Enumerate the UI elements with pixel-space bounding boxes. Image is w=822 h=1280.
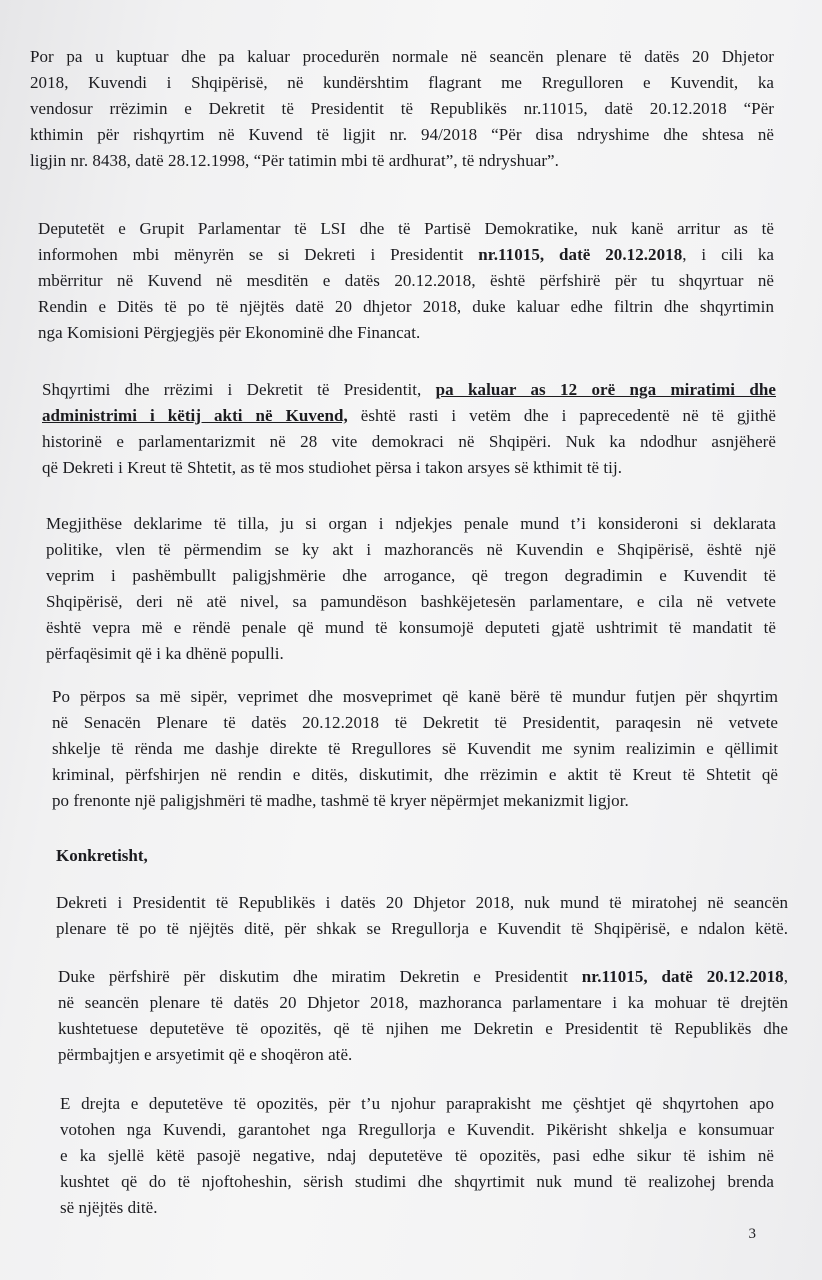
text-line: që Dekreti i Kreut të Shtetit, as të mos studiohet përsa i takon arsyes së kthimit të tij. (42, 458, 623, 477)
text-line: E drejta e deputetëve të opozitës, për t’u njohur paraprakisht me çështjet që shqyrtohen apo (60, 1094, 774, 1113)
emphasis-underlined: administrimi i këtij akti në Kuvend, (42, 406, 348, 425)
text-line: Por pa u kuptuar dhe pa kaluar procedurën normale në seancën plenare të datës 20 Dhjetor (30, 47, 774, 66)
text-line: Po përpos sa më sipër, veprimet dhe mosveprimet që kanë bërë të mundur futjen për shqyrtim (52, 687, 778, 706)
text-line: votohen nga Kuvendi, garantohet nga Rregullorja e Kuvendit. Pikërisht shkelja e konsumuar (60, 1120, 774, 1139)
text-line-mixed (38, 242, 774, 268)
text-line: në Senacën Plenare të datës 20.12.2018 të Dekretit të Presidentit, paraqesin në vetvete (52, 713, 778, 732)
text-run: Shqyrtimi dhe rrëzimi i Dekretit të Presidentit, (42, 380, 436, 399)
paragraph-8 (60, 1091, 774, 1221)
text-line: ligjin nr. 8438, datë 28.12.1998, “Për tatimin mbi të ardhurat”, të ndryshuar”. (30, 151, 559, 170)
decree-reference: nr.11015, datë 20.12.2018 (581, 967, 784, 986)
text-line: mbërritur në Kuvend në mesditën e datës 20.12.2018, është përfshirë për tu shqyrtuar në (38, 271, 774, 290)
text-line-mixed (42, 377, 776, 403)
text-line-mixed (42, 403, 776, 429)
text-run: është rasti i vetëm dhe i paprecedentë në të gjithë (347, 406, 776, 425)
text-line: kthimin për rishqyrtim në Kuvend të ligjit nr. 94/2018 “Për disa ndryshime dhe shtesa në (30, 125, 774, 144)
text-line: Shqipërisë, deri në atë nivel, sa pamundëson bashkëjetesën parlamentare, e cila në vetvete (46, 592, 776, 611)
section-heading: Konkretisht, (56, 846, 148, 865)
text-line: plenare të po të njëjtës ditë, për shkak se Rregullorja e Kuvendit të Shqipërisë, e ndalon këtë. (56, 919, 788, 938)
page-number: 3 (748, 1226, 756, 1242)
text-line: Deputetët e Grupit Parlamentar të LSI dhe të Partisë Demokratike, nuk kanë arritur as të (38, 219, 774, 238)
paragraph-2 (38, 216, 774, 346)
text-line: Megjithëse deklarime të tilla, ju si organ i ndjekjes penale mund t’i konsideroni si deklarata (46, 514, 776, 533)
paragraph-5 (52, 684, 778, 814)
decree-reference: nr.11015, datë 20.12.2018 (478, 245, 683, 264)
text-line: veprim i pashëmbullt paligjshmërie dhe arrogance, që tregon degradimin e Kuvendit të (46, 566, 776, 585)
paragraph-6 (56, 890, 788, 942)
paragraph-3 (42, 377, 776, 481)
text-line: kushtet që do të njoftoheshin, sërish studimi dhe shqyrtimit nuk mund të realizohej brenda (60, 1172, 774, 1191)
text-line: Dekreti i Presidentit të Republikës i datës 20 Dhjetor 2018, nuk mund të miratohej në seancën (56, 893, 788, 912)
text-line: kriminal, përfshirjen në rendin e ditës, diskutimit, dhe rrëzimin e aktit të Kreut të Shtetit që (52, 765, 778, 784)
text-line: vendosur rrëzimin e Dekretit të Presidentit të Republikës nr.11015, datë 20.12.2018 “Për (30, 99, 774, 118)
text-line: po frenonte një paligjshmëri të madhe, tashmë të kryer nëpërmjet mekanizmit ligjor. (52, 791, 629, 810)
text-line: përmbajtjen e arsyetimit që e shoqëron atë. (58, 1045, 353, 1064)
emphasis-underlined: pa kaluar as 12 orë nga miratimi dhe (435, 380, 776, 399)
text-line: politike, vlen të përmendim se ky akt i mazhorancës në Kuvendin e Shqipërisë, është një (46, 540, 776, 559)
paragraph-1 (30, 44, 774, 174)
paragraph-4 (46, 511, 776, 667)
text-line: nga Komisioni Përgjegjës për Ekonominë dhe Financat. (38, 323, 421, 342)
text-run: Duke përfshirë për diskutim dhe miratim Dekretin e Presidentit (58, 967, 582, 986)
text-line: është vepra më e rëndë penale që mund të konsumojë deputeti gjatë ushtrimit të mandatit të (46, 618, 776, 637)
text-line: historinë e parlamentarizmit në 28 vite demokraci në Shqipëri. Nuk ka ndodhur asnjëherë (42, 432, 776, 451)
text-run: informohen mbi mënyrën se si Dekreti i Presidentit (38, 245, 479, 264)
text-line: në seancën plenare të datës 20 Dhjetor 2018, mazhoranca parlamentare i ka mohuar të drejtën (58, 993, 788, 1012)
text-line: së njëjtës ditë. (60, 1198, 158, 1217)
text-line: përfaqësimit që i ka dhënë populli. (46, 644, 284, 663)
text-line: shkelje të rënda me dashje direkte të Rregullores së Kuvendit me synim realizimin e qëllimit (52, 739, 778, 758)
text-line: Rendin e Ditës të po të njëjtës datë 20 dhjetor 2018, duke kaluar edhe filtrin dhe shqyrtimin (38, 297, 774, 316)
text-line: e ka sjellë këtë pasojë negative, ndaj deputetëve të opozitës, pasi edhe sikur të ishim në (60, 1146, 774, 1165)
text-line: 2018, Kuvendi i Shqipërisë, në kundërshtim flagrant me Rregulloren e Kuvendit, ka (30, 73, 774, 92)
paragraph-7 (58, 964, 788, 1068)
text-line: kushtetuese deputetëve të opozitës, që të njihen me Dekretin e Presidentit të Republikës dhe (58, 1019, 788, 1038)
text-line-mixed (58, 964, 788, 990)
text-run: , (783, 967, 789, 986)
text-run: , i cili ka (682, 245, 774, 264)
